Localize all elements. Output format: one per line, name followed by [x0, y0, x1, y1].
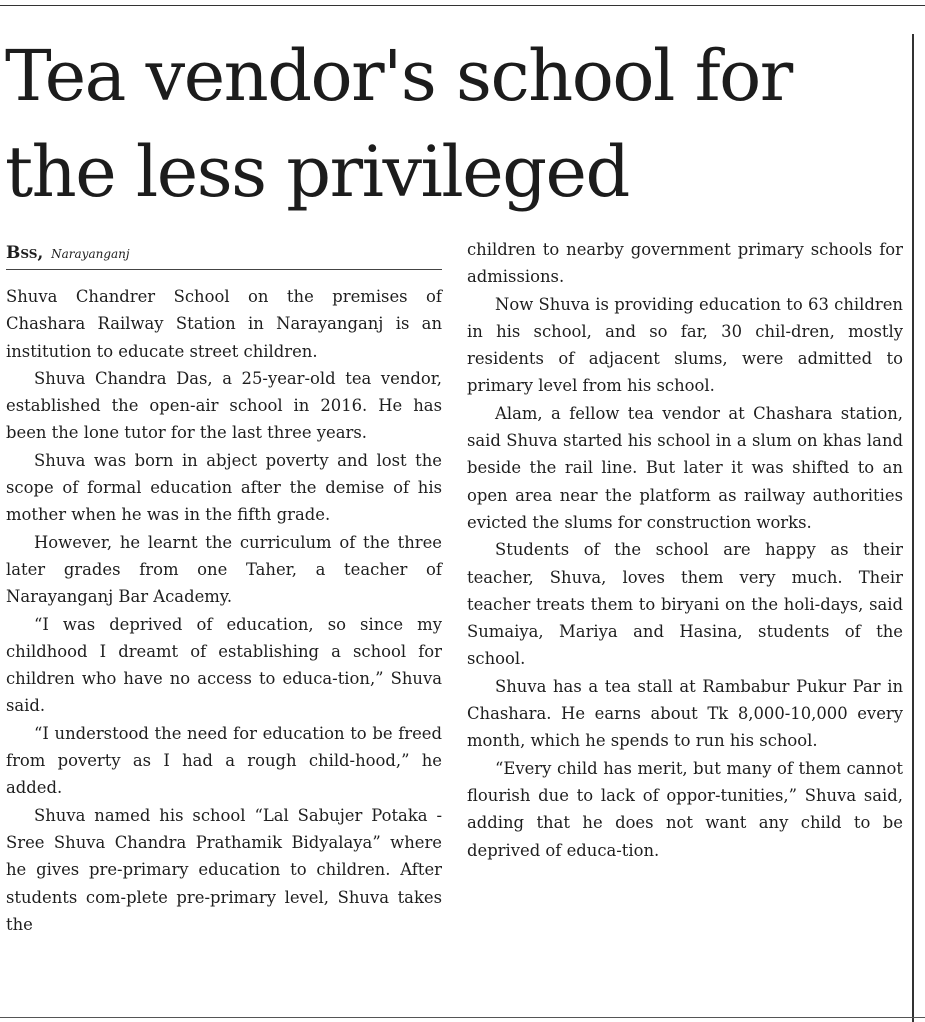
- article-column-right: [467, 236, 903, 864]
- headline: [5, 28, 910, 220]
- article-column-left: [6, 283, 442, 938]
- byline-agency: Bss,: [6, 243, 44, 263]
- paragraph: “I was deprived of education, so since my childhood I dreamt of establishing a school for children who have no access to educa-tion,” Shuva said.: [6, 614, 442, 716]
- paragraph: children to nearby government primary schools for admissions.: [467, 240, 903, 287]
- bottom-rule: [0, 1017, 925, 1018]
- paragraph: Shuva named his school “Lal Sabujer Potaka - Sree Shuva Chandra Prathamik Bidyalaya” where he gives pre-primary education to children. After students com-plete pre-primary level, Shuva takes the: [6, 805, 442, 934]
- paragraph: Alam, a fellow tea vendor at Chashara station, said Shuva started his school in a slum on khas land beside the rail line. But later it was shifted to an open area near the platform as railway authorities evicted the slums for construction works.: [467, 403, 903, 532]
- byline-rule: [6, 269, 442, 270]
- paragraph: “Every child has merit, but many of them cannot flourish due to lack of oppor-tunities,” Shuva said, adding that he does not want any child to be deprived of educa-tion.: [467, 758, 903, 860]
- paragraph: However, he learnt the curriculum of the three later grades from one Taher, a teacher of Narayanganj Bar Academy.: [6, 532, 442, 607]
- headline-line-2: the less privileged: [5, 131, 629, 213]
- paragraph: Shuva Chandrer School on the premises of Chashara Railway Station in Narayanganj is an institution to educate street children.: [6, 287, 442, 361]
- paragraph: Shuva was born in abject poverty and lost the scope of formal education after the demise of his mother when he was in the fifth grade.: [6, 450, 442, 525]
- paragraph: Shuva Chandra Das, a 25-year-old tea vendor, established the open-air school in 2016. He has been the lone tutor for the last three years.: [6, 368, 442, 443]
- headline-line-1: Tea vendor's school for: [5, 35, 792, 117]
- paragraph: Students of the school are happy as their teacher, Shuva, loves them very much. Their teacher treats them to biryani on the holi-days, said Sumaiya, Mariya and Hasina, students of the school.: [467, 540, 903, 669]
- paragraph: Shuva has a tea stall at Rambabur Pukur Par in Chashara. He earns about Tk 8,000-10,000 every month, which he spends to run his school.: [467, 676, 903, 751]
- column-border-right: [912, 34, 914, 1022]
- byline: [6, 239, 442, 267]
- top-rule: [0, 5, 925, 6]
- paragraph: “I understood the need for education to be freed from poverty as I had a rough child-hood,” he added.: [6, 723, 442, 798]
- paragraph: Now Shuva is providing education to 63 children in his school, and so far, 30 chil-dren, mostly residents of adjacent slums, were admitted to primary level from his school.: [467, 294, 903, 396]
- byline-location: Narayanganj: [51, 247, 130, 261]
